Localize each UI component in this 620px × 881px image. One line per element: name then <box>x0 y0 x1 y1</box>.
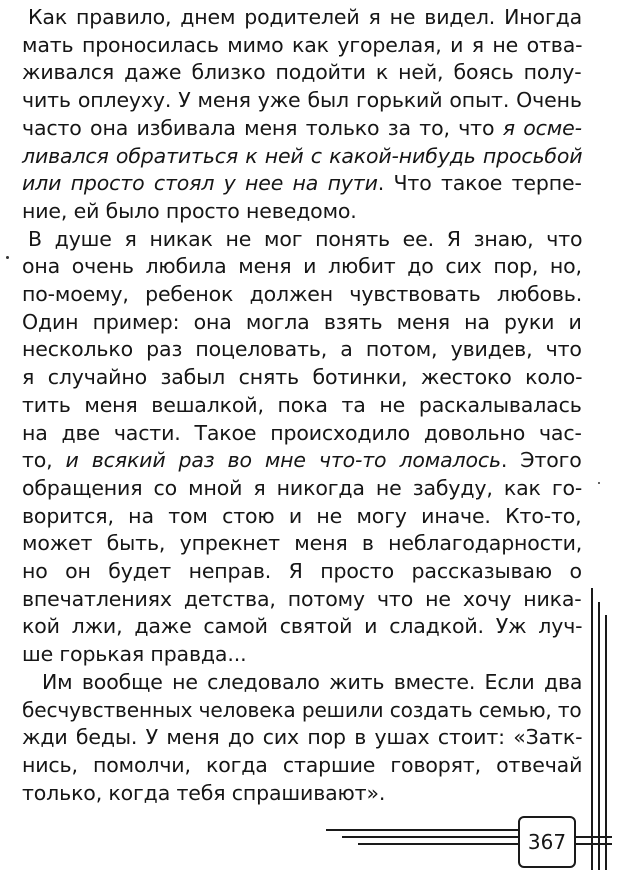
scan-speck <box>598 482 600 484</box>
text-run: ние, ей было просто неведомо. <box>22 198 357 223</box>
text-line <box>22 778 385 808</box>
text-run: но он будет неправ. Я просто рассказываю о <box>22 559 582 583</box>
text-line <box>22 611 582 641</box>
text-line <box>22 473 582 503</box>
text-line <box>22 57 582 87</box>
page-number: 367 <box>518 816 576 868</box>
text-run: часто она избивала меня только за то, что <box>22 115 503 140</box>
text-line <box>22 141 582 171</box>
text-run: на две части. Такое происходило довольно час- <box>22 420 582 445</box>
text-run: только, когда тебя спрашивают». <box>22 780 386 805</box>
text-line <box>22 30 582 60</box>
horizontal-rule-4 <box>576 836 612 838</box>
text-run: может быть, упрекнет меня в неблагодарности, <box>22 531 583 556</box>
text-line <box>22 556 582 586</box>
text-line <box>22 445 582 475</box>
vertical-rule-3 <box>605 615 607 870</box>
text-line <box>22 722 582 752</box>
text-run: ше горькая правда... <box>22 642 247 667</box>
text-run: я случайно забыл снять ботинки, жестоко коло- <box>22 365 583 390</box>
text-line <box>22 501 582 531</box>
horizontal-rule-3 <box>358 843 518 845</box>
text-line <box>22 168 582 198</box>
text-line <box>22 750 582 780</box>
text-run: по-моему, ребенок должен чувствовать любовь. <box>22 282 583 306</box>
text-run: бесчувственных человека решили создать семью, то <box>22 697 582 722</box>
text-line <box>22 334 582 364</box>
text-line <box>22 362 582 392</box>
vertical-rule-2 <box>598 602 600 870</box>
text-line <box>22 528 582 558</box>
text-line <box>22 251 582 281</box>
text-line <box>22 196 357 226</box>
text-run: . Что такое терпе- <box>377 171 582 196</box>
italic-text: или просто стоял у нее на пути <box>22 171 378 196</box>
text-line <box>22 85 582 115</box>
italic-text: ливался обратиться к ней с какой-нибудь просьбой <box>22 143 583 168</box>
text-line <box>22 279 582 309</box>
text-run: жди беды. У меня до сих пор в ушах стоит: «Затк- <box>22 725 583 750</box>
italic-text: и всякий раз во мне что-то ломалось <box>65 448 501 473</box>
text-run: обращения со мной я никогда не забуду, как го- <box>22 475 583 500</box>
text-line <box>22 307 582 337</box>
text-run: чить оплеуху. У меня уже был горький опыт. Очень <box>22 88 582 113</box>
text-line <box>22 113 582 143</box>
text-run: она очень любила меня и любит до сих пор, но, <box>22 254 582 279</box>
text-run: нись, помолчи, когда старшие говорят, отвечай <box>22 752 583 777</box>
text-run: В душе я никак не мог понять ее. Я знаю, что <box>28 226 583 251</box>
horizontal-rule-1 <box>326 829 518 831</box>
horizontal-rule-2 <box>342 836 518 838</box>
text-line <box>22 639 246 669</box>
text-line <box>28 2 582 32</box>
scan-speck <box>6 256 9 259</box>
text-run: кой лжи, даже самой святой и сладкой. Уж луч- <box>22 614 583 639</box>
text-run: несколько раз поцеловать, а потом, увидев, что <box>22 337 582 362</box>
text-run: мать проносилась мимо как угорелая, и я не отва- <box>22 32 583 57</box>
text-run: . Этого <box>500 448 582 473</box>
vertical-rule-1 <box>591 588 593 870</box>
text-line <box>22 695 582 725</box>
text-run: впечатлениях детства, потому что не хочу ника- <box>22 586 582 611</box>
text-run: ворится, на том стою и не могу иначе. Кто-то, <box>22 503 582 528</box>
text-line <box>22 418 582 448</box>
text-line <box>42 667 582 697</box>
text-run: Как правило, днем родителей я не видел. Иногда <box>28 5 582 29</box>
text-line <box>22 584 582 614</box>
text-line <box>28 224 582 254</box>
text-run: Один пример: она могла взять меня на руки и <box>22 309 582 334</box>
text-run: то, <box>22 448 66 473</box>
text-run: Им вообще не следовало жить вместе. Если два <box>42 669 583 694</box>
text-line <box>22 390 582 420</box>
text-run: живался даже близко подойти к ней, боясь полу- <box>22 60 582 85</box>
italic-text: я осме- <box>502 115 582 140</box>
text-run: тить меня вешалкой, пока та не раскалывалась <box>22 392 582 417</box>
horizontal-rule-5 <box>576 843 612 845</box>
